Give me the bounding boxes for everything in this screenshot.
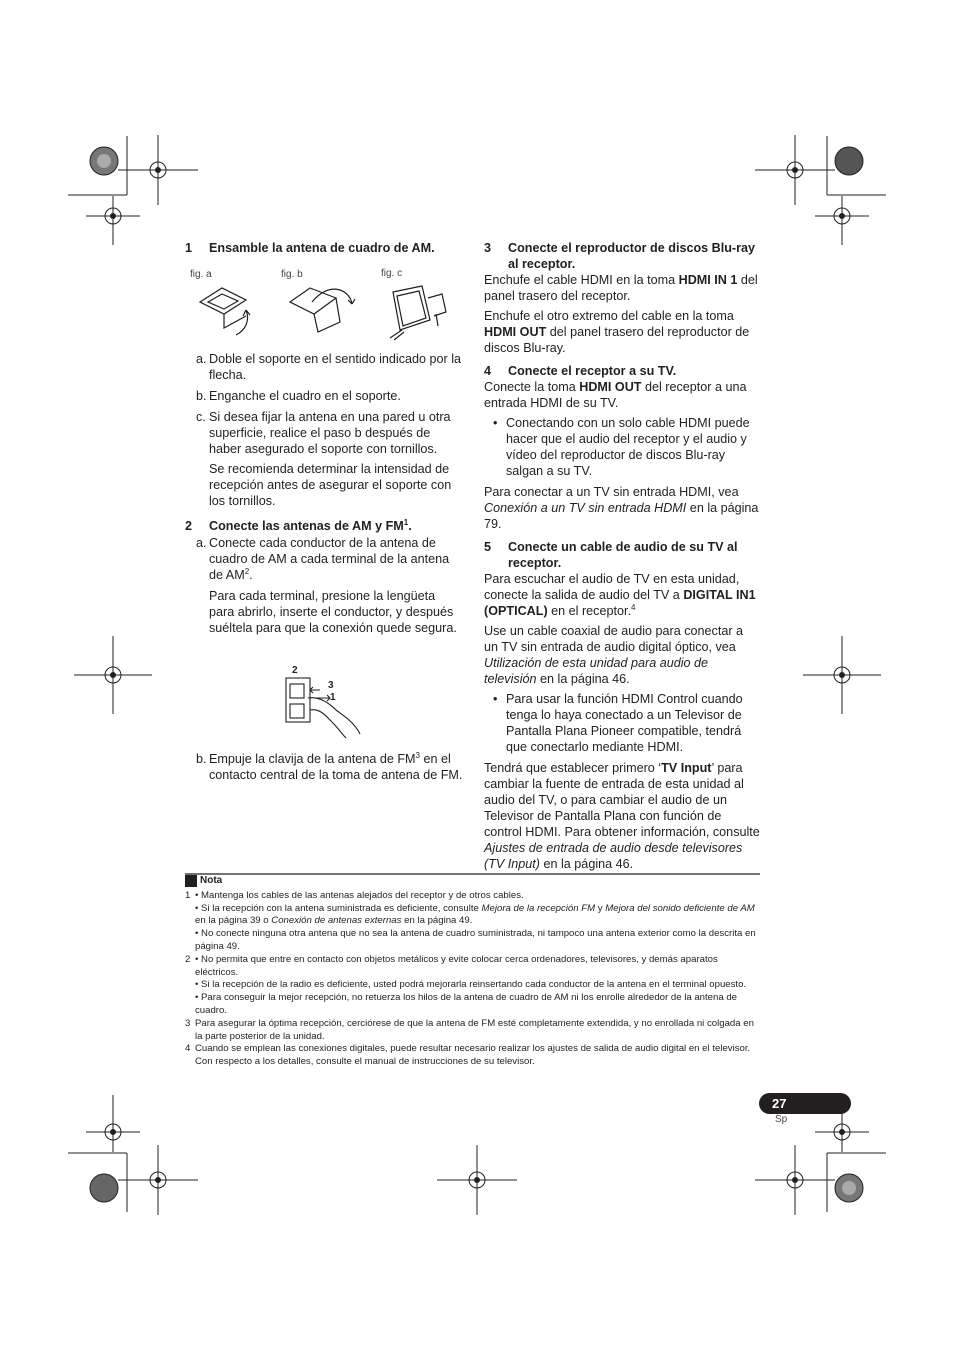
step-4-heading: 4 Conecte el receptor a su TV. (484, 364, 677, 378)
step-1-title: Ensamble la antena de cuadro de AM. (209, 241, 435, 255)
step-4-bullet: • Conectando con un solo cable HDMI puede hacer que el audio del receptor y el audio y vídeo del reproductor de discos Blu-ray salgan a su TV. (493, 416, 750, 478)
left-column-body (185, 351, 463, 641)
step-3-para-2: Enchufe el otro extremo del cable en la toma HDMI OUT del panel trasero del reproductor de discos Blu-ray. (484, 309, 750, 355)
diagram-step-3: 3 (328, 680, 334, 691)
step-3-title: Conecte el reproductor de discos Blu-ray al receptor. (508, 241, 756, 271)
step-3-heading: 3 Conecte el reproductor de discos Blu-ray al receptor. (484, 241, 756, 271)
footnote-4: 4 Cuando se emplean las conexiones digitales, puede resultar necesario realizar los ajustes de salida de audio digital en el televisor. Con respecto a los detalles, consulte el manual de instrucciones de su televisor. (185, 1043, 751, 1068)
step-5-para-3: Tendrá que establecer primero ‘TV Input’ para cambiar la fuente de entrada de esta unidad al audio del TV, o para cambiar el audio de un Televisor de Pantalla Plana con función de control HDMI. Para obtener información, consulte Ajustes de entrada de audio desde televisores (TV Input) en la página 46. (484, 761, 760, 871)
page-number-badge: 27 (759, 1093, 851, 1114)
step-1-item-a: a. Doble el soporte en el sentido indicado por la flecha. (196, 352, 462, 382)
step-4-title: Conecte el receptor a su TV. (508, 364, 677, 378)
step-2-heading: 2 Conecte las antenas de AM y $FM^1$. (185, 517, 412, 533)
am-terminal-diagram (280, 660, 370, 740)
am-antenna-figures (190, 280, 455, 345)
nota-heading: Nota (185, 875, 760, 888)
step-5-para-2: Use un cable coaxial de audio para conectar a un TV sin entrada de audio digital óptico, vea Utilización de esta unidad para audio de televisión en la página 46. (484, 624, 744, 686)
step-1-item-b: b. Enganche el cuadro en el soporte. (196, 389, 401, 403)
footnote-1: 1 • Mantenga los cables de las antenas alejados del receptor y de otros cables. (185, 889, 524, 901)
step-1-recommendation: Se recomienda determinar la intensidad de recepción antes de asegurar el soporte con los tornillos. (209, 462, 452, 508)
step-2-terminal-instructions: Para cada terminal, presione la lengüeta para abrirlo, inserte el conductor, y después suéltela para que la conexión quede segura. (209, 589, 457, 635)
footnote-1-c: • No conecte ninguna otra antena que no sea la antena de cuadro suministrada, ni tampoco una antena exterior como la descrita en página 49. (195, 928, 756, 952)
left-column-step-2b (185, 751, 463, 788)
step-5-heading: 5 Conecte un cable de audio de su TV al receptor. (484, 540, 738, 570)
left-column (185, 240, 463, 256)
footnotes (185, 875, 760, 1069)
footnote-3: 3 Para asegurar la óptima recepción, cerciórese de que la antena de FM esté completamente extendida, y no enrollada ni colgada en la parte posterior de la unidad. (185, 1017, 754, 1042)
footnote-1-b: • Si la recepción con la antena suministrada es deficiente, consulte Mejora de la recepción FM y Mejora del sonido deficiente de AM en la página 39 o Conexión de antenas externas en la página 49. (195, 902, 755, 927)
step-4-para-1: Conecte la toma HDMI OUT del receptor a una entrada HDMI de su TV. (484, 380, 747, 410)
fig-b-label: fig. b (281, 269, 303, 280)
footnote-2-c: • Para conseguir la mejor recepción, no retuerza los hilos de la antena de cuadro de AM ni los enrolle alrededor de la antena de cuadro. (195, 992, 738, 1016)
language-code: Sp (775, 1114, 788, 1125)
note-pencil-icon (185, 875, 197, 887)
step-2-item-a: a. Conecte cada conductor de la antena de cuadro de AM a cada terminal de la antena de $AM^2$. (196, 536, 450, 582)
step-2-item-b: b. Empuje la clavija de la antena de $FM^3$ en el contacto central de la toma de antena de FM. (196, 750, 463, 782)
diagram-step-1: 1 (330, 692, 336, 703)
step-5-bullet: • Para usar la función HDMI Control cuando tenga lo haya conectado a un Televisor de Pantalla Plana Pioneer compatible, tendrá que conectarlo mediante HDMI. (493, 692, 743, 754)
step-1-heading: 1 Ensamble la antena de cuadro de AM. (185, 241, 435, 255)
diagram-step-2: 2 (292, 665, 298, 676)
right-column (484, 240, 760, 876)
step-1-item-c: c. Si desea fijar la antena en una pared u otra superficie, realice el paso b después de haber asegurado el soporte con tornillos. (196, 410, 451, 456)
step-4-para-2: Para conectar a un TV sin entrada HDMI, vea Conexión a un TV sin entrada HDMI en la página 79. (484, 485, 759, 531)
footnote-2: 2 • No permita que entre en contacto con objetos metálicos y evite colocar cerca ordenadores, televisores, y demás aparatos eléctricos. (185, 953, 718, 978)
footnote-2-b: • Si la recepción de la radio es deficiente, usted podrá mejorarla reinsertando cada conductor de la antena en el terminal opuesto. (195, 979, 747, 991)
fig-a-label: fig. a (190, 269, 212, 280)
step-3-para-1: Enchufe el cable HDMI en la toma HDMI IN 1 del panel trasero del receptor. (484, 273, 758, 303)
step-5-para-1: Para escuchar el audio de TV en esta unidad, conecte la salida de audio del TV a DIGITAL IN1 (OPTICAL) en el receptor.$^4$ (484, 572, 756, 618)
fig-c-label: fig. c (381, 268, 403, 279)
step-2-title: Conecte las antenas de AM y FM (209, 519, 404, 533)
step-5-title: Conecte un cable de audio de su TV al receptor. (508, 540, 738, 570)
